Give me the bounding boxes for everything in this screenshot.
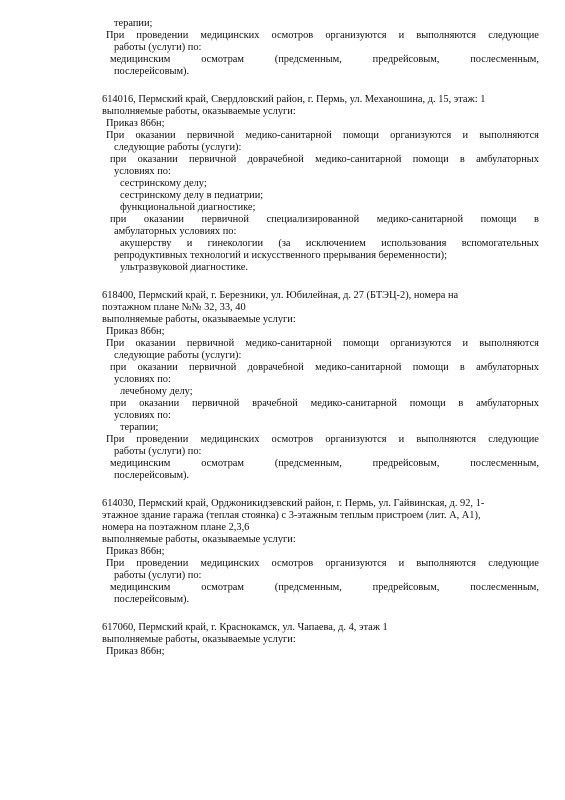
word: медицинским [110, 582, 171, 593]
word: медико-санитарной [315, 362, 402, 373]
word: проведении [136, 558, 189, 569]
address-line: 618400, Пермский край, г. Березники, ул. Юбилейная, д. 27 (БТЭЦ-2), номера на [102, 290, 459, 301]
word: организуются [390, 130, 452, 141]
word: проведении [136, 434, 189, 445]
order-line: Приказ 866н; [106, 118, 165, 129]
word: помощи [480, 214, 517, 225]
address-line: 614016, Пермский край, Свердловский район, г. Пермь, ул. Механошина, д. 15, этаж: 1 [102, 94, 486, 105]
word: первичной [188, 362, 237, 373]
text-line: послерейсовым). [114, 594, 190, 605]
word: помощи [412, 362, 449, 373]
text-line: репродуктивных технологий и искусственного прерывания беременности); [114, 250, 447, 261]
word: первичной [186, 338, 235, 349]
word: помощи [342, 130, 379, 141]
word: первичной [188, 154, 237, 165]
text-line [102, 238, 539, 250]
word: первичной [201, 214, 249, 225]
text-line [102, 338, 539, 350]
word: При [106, 30, 125, 41]
word: и [398, 30, 405, 41]
word: послесменным, [470, 458, 539, 469]
word: (предсменным, [274, 582, 342, 593]
word: медико-санитарной [315, 154, 402, 165]
word: медицинских [200, 30, 260, 41]
word: первичной [186, 130, 235, 141]
list-item: ультразвуковой диагностике. [120, 262, 248, 273]
order-line: Приказ 866н; [106, 546, 165, 557]
word: оказании [135, 130, 176, 141]
word: осмотрам [201, 54, 244, 65]
word: помощи [342, 338, 379, 349]
word: осмотров [271, 558, 314, 569]
text-line [102, 54, 539, 66]
word: первичной [191, 398, 240, 409]
word: выполняются [479, 130, 539, 141]
text-line [102, 214, 539, 226]
word: оказании [139, 398, 180, 409]
word: выполняются [416, 30, 477, 41]
word: (за [278, 238, 291, 249]
word: медицинских [200, 558, 260, 569]
text-line: условиях по: [114, 410, 171, 421]
word: (предсменным, [274, 54, 342, 65]
word: послесменным, [470, 54, 539, 65]
word: При [106, 130, 125, 141]
word: медико-санитарной [245, 130, 332, 141]
list-item: лечебному делу; [120, 386, 193, 397]
text-line [102, 434, 539, 446]
order-line: Приказ 866н; [106, 326, 165, 337]
word: доврачебной [247, 154, 304, 165]
word: организуются [325, 558, 387, 569]
word: доврачебной [247, 362, 304, 373]
list-item: функциональной диагностике; [120, 202, 256, 213]
word: следующие [488, 434, 539, 445]
word: помощи [412, 154, 449, 165]
text-line [102, 398, 539, 410]
word: выполняются [416, 558, 477, 569]
word: при [110, 362, 127, 373]
word: выполняются [479, 338, 539, 349]
word: послесменным, [470, 582, 539, 593]
text-line [102, 30, 539, 42]
word: осмотров [271, 30, 314, 41]
word: осмотрам [201, 458, 244, 469]
text-line [102, 582, 539, 594]
word: при [110, 154, 127, 165]
text-line [102, 558, 539, 570]
word: проведении [136, 30, 189, 41]
word: в [459, 154, 465, 165]
word: врачебной [252, 398, 298, 409]
word: предрейсовым, [372, 54, 440, 65]
word: помощи [409, 398, 446, 409]
word: амбулаторных [476, 154, 539, 165]
text-line: терапии; [114, 18, 153, 29]
word: медицинских [200, 434, 260, 445]
word: организуются [325, 434, 387, 445]
text-line: работы (услуги) по: [114, 570, 202, 581]
word: в [459, 362, 465, 373]
order-line: Приказ 866н; [106, 646, 165, 657]
word: следующие [488, 30, 539, 41]
word: выполняются [416, 434, 477, 445]
text-line [102, 458, 539, 470]
works-heading: выполняемые работы, оказываемые услуги: [102, 534, 296, 545]
address-line: этажное здание гаража (теплая стоянка) с 3-этажным теплым пристроем (лит. А, А1), [102, 510, 481, 521]
word: и [462, 338, 469, 349]
document-body [102, 18, 539, 658]
word: исключением [305, 238, 366, 249]
word: медико-санитарной [310, 398, 397, 409]
text-line: следующие работы (услуги): [114, 142, 242, 153]
text-line: работы (услуги) по: [114, 42, 202, 53]
text-line: послерейсовым). [114, 470, 190, 481]
address-line: 617060, Пермский край, г. Краснокамск, ул. Чапаева, д. 4, этаж 1 [102, 622, 388, 633]
word: предрейсовым, [372, 582, 440, 593]
word: и [398, 434, 405, 445]
text-line [102, 130, 539, 142]
word: оказании [137, 154, 178, 165]
works-heading: выполняемые работы, оказываемые услуги: [102, 314, 296, 325]
word: При [106, 338, 125, 349]
word: и [398, 558, 405, 569]
word: При [106, 558, 125, 569]
address-line: 614030, Пермский край, Орджоникидзевский район, г. Пермь, ул. Гайвинская, д. 92, 1- [102, 498, 485, 509]
word: амбулаторных [476, 362, 539, 373]
word: оказании [137, 362, 178, 373]
word: При [106, 434, 125, 445]
text-line: амбулаторных условиях по: [114, 226, 237, 237]
list-item: сестринскому делу в педиатрии; [120, 190, 264, 201]
word: медико-санитарной [376, 214, 464, 225]
word: при [110, 398, 127, 409]
word: (предсменным, [274, 458, 342, 469]
word: следующие [488, 558, 539, 569]
text-line: условиях по: [114, 374, 171, 385]
works-heading: выполняемые работы, оказываемые услуги: [102, 106, 296, 117]
word: гинекологии [207, 238, 264, 249]
word: организуются [390, 338, 452, 349]
word: осмотрам [201, 582, 244, 593]
word: в [458, 398, 464, 409]
word: амбулаторных [476, 398, 539, 409]
word: и [186, 238, 193, 249]
list-item: терапии; [120, 422, 159, 433]
word: специализированной [266, 214, 360, 225]
text-line [102, 362, 539, 374]
text-line: следующие работы (услуги): [114, 350, 242, 361]
address-line: номера на поэтажном плане 2,3,6 [102, 522, 250, 533]
word: медицинским [110, 54, 171, 65]
word: акушерству [120, 238, 172, 249]
text-line [102, 154, 539, 166]
word: при [110, 214, 127, 225]
word: использования [381, 238, 447, 249]
word: медико-санитарной [245, 338, 332, 349]
word: оказании [143, 214, 184, 225]
works-heading: выполняемые работы, оказываемые услуги: [102, 634, 296, 645]
list-item: сестринскому делу; [120, 178, 207, 189]
text-line: условиях по: [114, 166, 171, 177]
word: предрейсовым, [372, 458, 440, 469]
word: вспомогательных [461, 238, 539, 249]
word: и [462, 130, 469, 141]
word: осмотров [271, 434, 314, 445]
address-line: поэтажном плане №№ 32, 33, 40 [102, 302, 246, 313]
word: организуются [325, 30, 387, 41]
word: оказании [135, 338, 176, 349]
word: медицинским [110, 458, 171, 469]
word: в [534, 214, 539, 225]
text-line: послерейсовым). [114, 66, 190, 77]
text-line: работы (услуги) по: [114, 446, 202, 457]
